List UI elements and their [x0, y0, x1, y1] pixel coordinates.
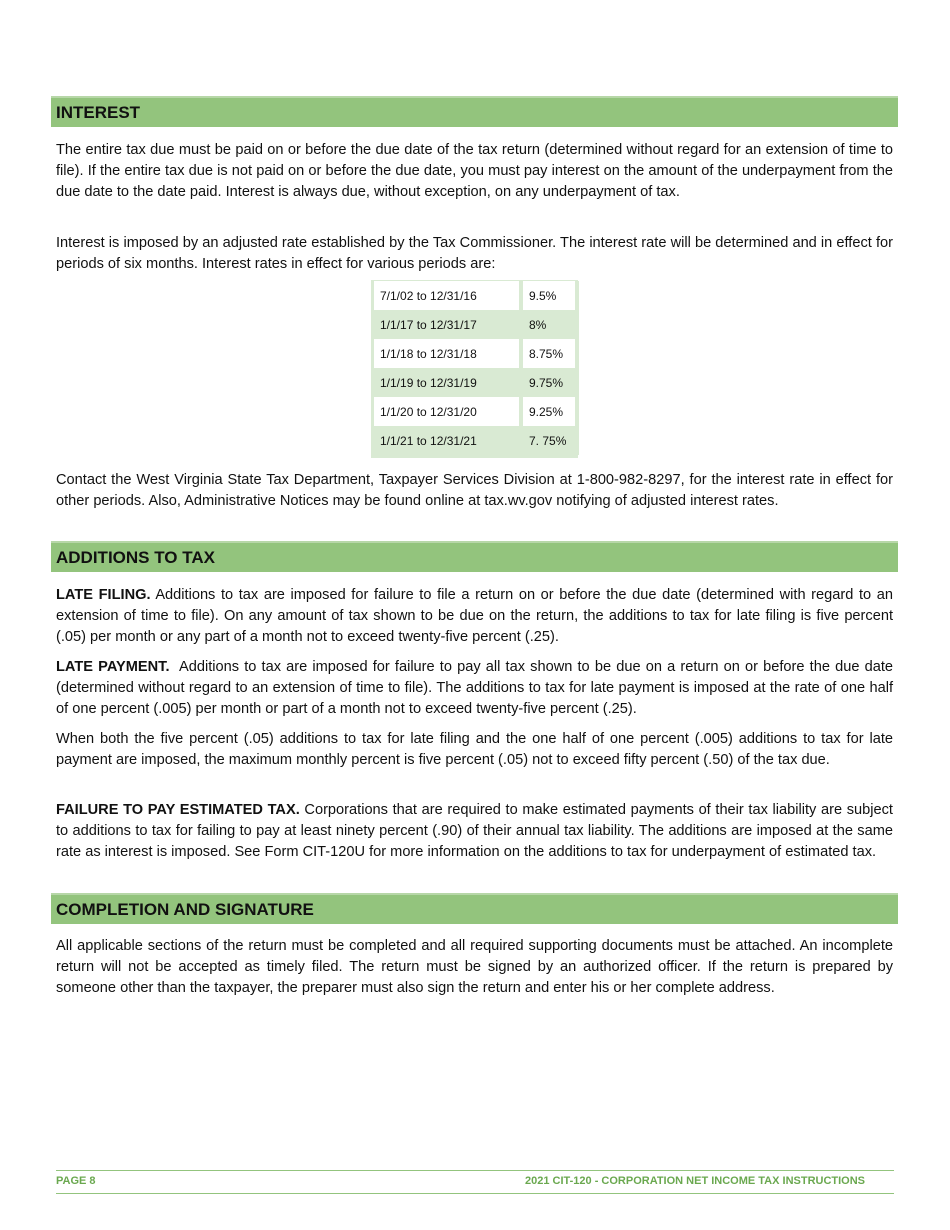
rate-period: 1/1/20 to 12/31/20	[373, 397, 521, 426]
late-payment-text: Additions to tax are imposed for failure to pay all tax shown to be due on a return on or before the due date (determined without regard to an extension of time to file). The additions to tax for late payment is imposed at the rate of one half of one percent (.005) per month or part of a month not to exceed twenty-five percent (.25).	[56, 659, 898, 717]
estimated-tax-label: FAILURE TO PAY ESTIMATED TAX.	[56, 802, 300, 818]
late-payment-label: LATE PAYMENT.	[56, 659, 170, 675]
late-filing-paragraph	[56, 585, 893, 648]
interest-paragraph-2: Interest is imposed by an adjusted rate established by the Tax Commissioner. The interest rate will be determined and in effect for periods of six months. Interest rates in effect for various periods are:	[56, 235, 893, 272]
interest-paragraph-1: The entire tax due must be paid on or before the due date of the tax return (determined without regard for an extension of time to file). If the entire tax due is not paid on or before the due date, you must pay interest on the amount of the underpayment from the due date to the date paid. Interest is always due, without exception, on any underpayment of tax.	[56, 142, 893, 200]
interest-heading: INTEREST	[51, 96, 898, 127]
rate-period: 1/1/18 to 12/31/18	[373, 339, 521, 368]
table-row	[373, 339, 577, 368]
rate-value: 9.75%	[521, 368, 577, 397]
rate-value: 9.5%	[521, 281, 577, 310]
table-row	[373, 368, 577, 397]
rate-period: 1/1/17 to 12/31/17	[373, 310, 521, 339]
table-row	[373, 397, 577, 426]
completion-heading: COMPLETION AND SIGNATURE	[51, 893, 898, 924]
footer-document-title: 2021 CIT-120 - CORPORATION NET INCOME TAX INSTRUCTIONS	[525, 1175, 866, 1187]
estimated-tax-text: Corporations that are required to make estimated payments of their tax liability are subject to additions to tax for failing to pay at least ninety percent (.90) of their annual tax liability. The additions are imposed at the same rate as interest is imposed. See Form CIT-120U for more information on the additions to tax for underpayment of estimated tax.	[56, 802, 893, 860]
footer-bottom-rule	[56, 1193, 894, 1194]
footer-top-rule	[56, 1170, 894, 1171]
interest-paragraph-3: Contact the West Virginia State Tax Department, Taxpayer Services Division at 1-800-982-8297, for the interest rate in effect for other periods. Also, Administrative Notices may be found online at tax.wv.gov notifying of adjusted interest rates.	[56, 472, 893, 509]
rate-value: 8.75%	[521, 339, 577, 368]
rate-period: 1/1/19 to 12/31/19	[373, 368, 521, 397]
rate-value: 8%	[521, 310, 577, 339]
rate-value: 9.25%	[521, 397, 577, 426]
combined-additions-paragraph: When both the five percent (.05) additions to tax for late filing and the one half of one percent (.005) additions to tax for late payment are imposed, the maximum monthly percent is five percent (.05) not to exceed fifty percent (.50) of the tax due.	[56, 731, 893, 768]
late-filing-text: Additions to tax are imposed for failure to file a return on or before the due date (determined with regard to an extension of time to file). On any amount of tax shown to be due on the return, the additions to tax for late filing is five percent (.05) per month or any part of a month not to exceed twenty-five percent (.25).	[56, 587, 893, 645]
additions-heading: ADDITIONS TO TAX	[51, 541, 898, 572]
rate-period: 7/1/02 to 12/31/16	[373, 281, 521, 310]
table-row	[373, 426, 577, 455]
interest-rate-table	[372, 281, 579, 455]
late-payment-paragraph	[56, 657, 898, 720]
table-row	[373, 281, 577, 310]
footer-page-number: PAGE 8	[56, 1175, 96, 1187]
estimated-tax-paragraph	[56, 800, 893, 863]
completion-paragraph: All applicable sections of the return must be completed and all required supporting documents must be attached. An incomplete return will not be accepted as timely filed. The return must be signed by an authorized officer. If the return is prepared by someone other than the taxpayer, the preparer must also sign the return and enter his or her complete address.	[56, 938, 893, 996]
rate-value: 7. 75%	[521, 426, 577, 455]
rate-period: 1/1/21 to 12/31/21	[373, 426, 521, 455]
late-filing-label: LATE FILING.	[56, 587, 151, 603]
table-row	[373, 310, 577, 339]
